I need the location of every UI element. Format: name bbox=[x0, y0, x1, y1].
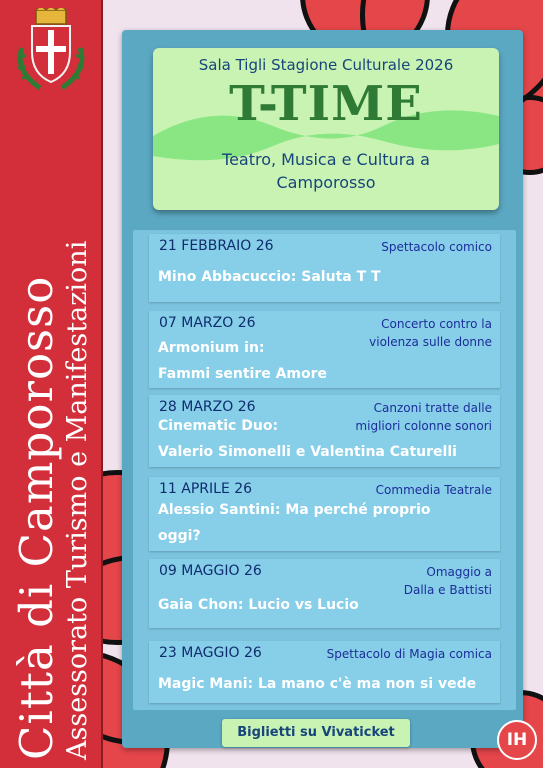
content-panel-inner bbox=[133, 230, 516, 710]
event-card bbox=[149, 311, 500, 388]
event-date: 23 MAGGIO 26 bbox=[159, 645, 262, 661]
brand-logo-icon: IH bbox=[497, 720, 537, 760]
event-date: 11 APRILE 26 bbox=[159, 481, 253, 497]
event-type-line: violenza sulle donne bbox=[369, 335, 492, 349]
event-type bbox=[327, 645, 492, 663]
event-type-line: Canzoni tratte dalle bbox=[373, 401, 492, 415]
event-title-line: oggi? bbox=[158, 528, 201, 544]
event-title-line: Mino Abbacuccio: Saluta T T bbox=[158, 269, 381, 285]
event-type-line: Spettacolo di Magia comica bbox=[326, 647, 492, 661]
event-title-text bbox=[158, 497, 431, 549]
event-type bbox=[369, 315, 492, 351]
department-title: Assessorato Turismo e Manifestazioni bbox=[62, 240, 93, 760]
event-type bbox=[381, 238, 492, 256]
event-card bbox=[149, 234, 500, 302]
event-title-text bbox=[158, 671, 476, 697]
event-card bbox=[149, 641, 500, 703]
event-title-text bbox=[158, 335, 327, 387]
event-type-line: Concerto contro la bbox=[381, 317, 492, 331]
event-type-line: Commedia Teatrale bbox=[375, 483, 492, 497]
event-type-line: Omaggio a bbox=[426, 565, 492, 579]
tagline-line: Teatro, Musica e Cultura a bbox=[222, 150, 430, 169]
event-title-line: Valerio Simonelli e Valentina Caturelli bbox=[158, 444, 457, 460]
title-banner bbox=[153, 48, 499, 210]
season-label: Sala Tigli Stagione Culturale 2026 bbox=[198, 56, 454, 74]
event-date: 09 MAGGIO 26 bbox=[159, 563, 262, 579]
vertical-title bbox=[10, 120, 93, 760]
event-card bbox=[149, 559, 500, 628]
event-type-line: Spettacolo comico bbox=[381, 240, 492, 254]
tagline-line: Camporosso bbox=[276, 173, 376, 192]
event-type bbox=[404, 563, 492, 599]
event-date: 21 FEBBRAIO 26 bbox=[159, 238, 274, 254]
event-title-text bbox=[158, 413, 457, 465]
event-card bbox=[149, 477, 500, 551]
event-date: 07 MARZO 26 bbox=[159, 315, 256, 331]
event-title-text bbox=[158, 592, 359, 618]
event-title-line: Alessio Santini: Ma perché proprio bbox=[158, 502, 431, 518]
event-title-line: Gaia Chon: Lucio vs Lucio bbox=[158, 597, 359, 613]
tagline bbox=[153, 148, 499, 194]
event-title-line: Armonium in: bbox=[158, 340, 265, 356]
event-date: 28 MARZO 26 bbox=[159, 399, 256, 415]
event-title-line: Magic Mani: La mano c'è ma non si vede bbox=[158, 676, 477, 692]
event-card bbox=[149, 395, 500, 467]
event-type-line: Dalla e Battisti bbox=[403, 583, 492, 597]
crest-icon bbox=[12, 8, 90, 94]
event-title-line: Fammi sentire Amore bbox=[158, 366, 328, 382]
ticket-link[interactable]: Biglietti su Vivaticket bbox=[222, 719, 410, 747]
event-title-text bbox=[158, 264, 381, 290]
event-type-line: migliori colonne sonori bbox=[355, 419, 492, 433]
event-title: T-TIME bbox=[229, 76, 423, 132]
city-title: Città di Camporosso bbox=[10, 275, 63, 760]
sidebar bbox=[0, 0, 103, 768]
event-title-line: Cinematic Duo: bbox=[158, 418, 279, 434]
